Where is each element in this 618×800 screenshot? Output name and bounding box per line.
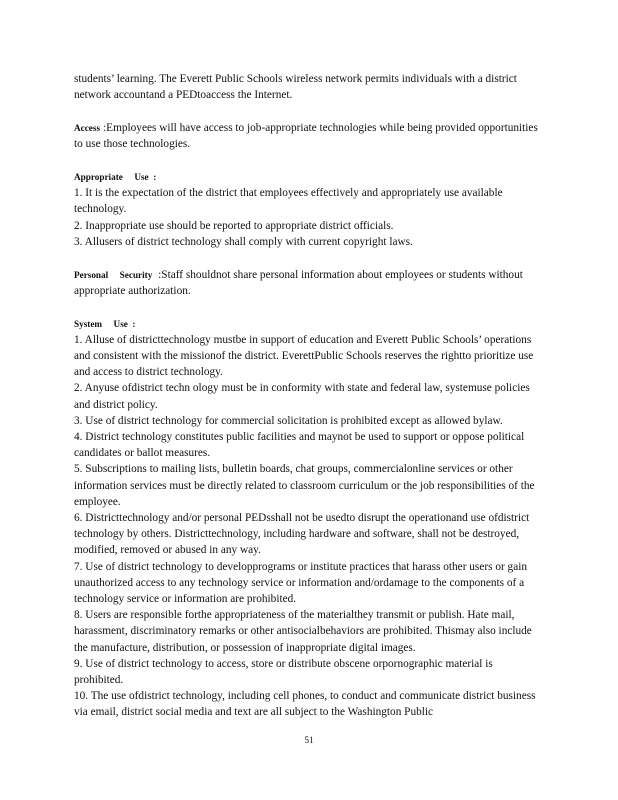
system-use-item: 9. Use of district technology to access, store or distribute obscene orpornographic material is prohibited.	[74, 657, 493, 687]
system-use-item: 3. Use of district technology for commercial solicitation is prohibited except as allowed bylaw.	[74, 414, 503, 427]
system-use-heading: System Use :	[74, 318, 136, 329]
personal-security-text: :Staff shouldnot share personal information about employees or students without appropriate authorization.	[74, 268, 523, 297]
system-use-item: 1. Alluse of districttechnology mustbe in support of education and Everett Public Schools’ operations and consistent with the missionof the district. EverettPublic Schools reserves the rightto prioritize use and access to district technology.	[74, 333, 534, 379]
system-use-item: 10. The use ofdistrict technology, including cell phones, to conduct and communicate district business via email, district social media and text are all subject to the Washington Public	[74, 690, 536, 719]
appropriate-use-section	[74, 169, 542, 250]
intro-paragraph: students’ learning. The Everett Public Schools wireless network permits individuals with a district network accountand a PEDtoaccess the Internet.	[74, 73, 517, 102]
system-use-item: 7. Use of district technology to developprograms or institute practices that harass other users or gain unauthorized access to any technology service or information and/ordamage to the components of a technology service or information are prohibited.	[74, 560, 528, 606]
system-use-item: 5. Subscriptions to mailing lists, bulletin boards, chat groups, commercialonline services or other information services must be directly related to classroom curriculum or the job responsibilities of the employee.	[74, 463, 535, 508]
intro-section	[74, 71, 542, 103]
page-number: 51	[304, 735, 314, 745]
access-section	[74, 120, 542, 152]
appropriate-use-heading: Appropriate Use :	[74, 172, 157, 182]
system-use-heading-line	[74, 316, 542, 332]
document-page	[74, 71, 542, 737]
personal-security-heading: Personal Security	[74, 269, 153, 280]
access-heading: Access	[74, 123, 101, 133]
system-use-section	[74, 316, 542, 721]
system-use-item: 2. Anyuse ofdistrict techn ology must be in conformity with state and federal law, systemuse policies and district policy.	[74, 382, 530, 411]
appropriate-use-item: 2. Inappropriate use should be reported to appropriate district officials.	[74, 219, 394, 232]
appropriate-use-heading-line	[74, 169, 542, 185]
personal-security-paragraph	[74, 267, 542, 299]
appropriate-use-item: 1. It is the expectation of the district that employees effectively and appropriately use available technology.	[74, 187, 503, 216]
personal-security-section	[74, 267, 542, 299]
access-text: :Employees will have access to job-appropriate technologies while being provided opportunities to use those technologies.	[74, 122, 538, 151]
access-paragraph	[74, 120, 542, 152]
system-use-item: 4. District technology constitutes public facilities and maynot be used to support or oppose political candidates or ballot measures.	[74, 431, 525, 460]
system-use-item: 6. Districttechnology and/or personal PEDsshall not be usedto disrupt the operationand use ofdistrict technology by others. Districttechnology, including hardware and software, shall not be destroyed, modified, removed or abused in any way.	[74, 512, 530, 557]
appropriate-use-item: 3. Allusers of district technology shall comply with current copyright laws.	[74, 235, 413, 248]
system-use-item: 8. Users are responsible forthe appropriateness of the materialthey transmit or publish. Hate mail, harassment, discriminatory remarks or other antisocialbehaviors are prohibited. Thismay also include the manufacture, distribution, or possession of inappropriate digital images.	[74, 609, 532, 654]
